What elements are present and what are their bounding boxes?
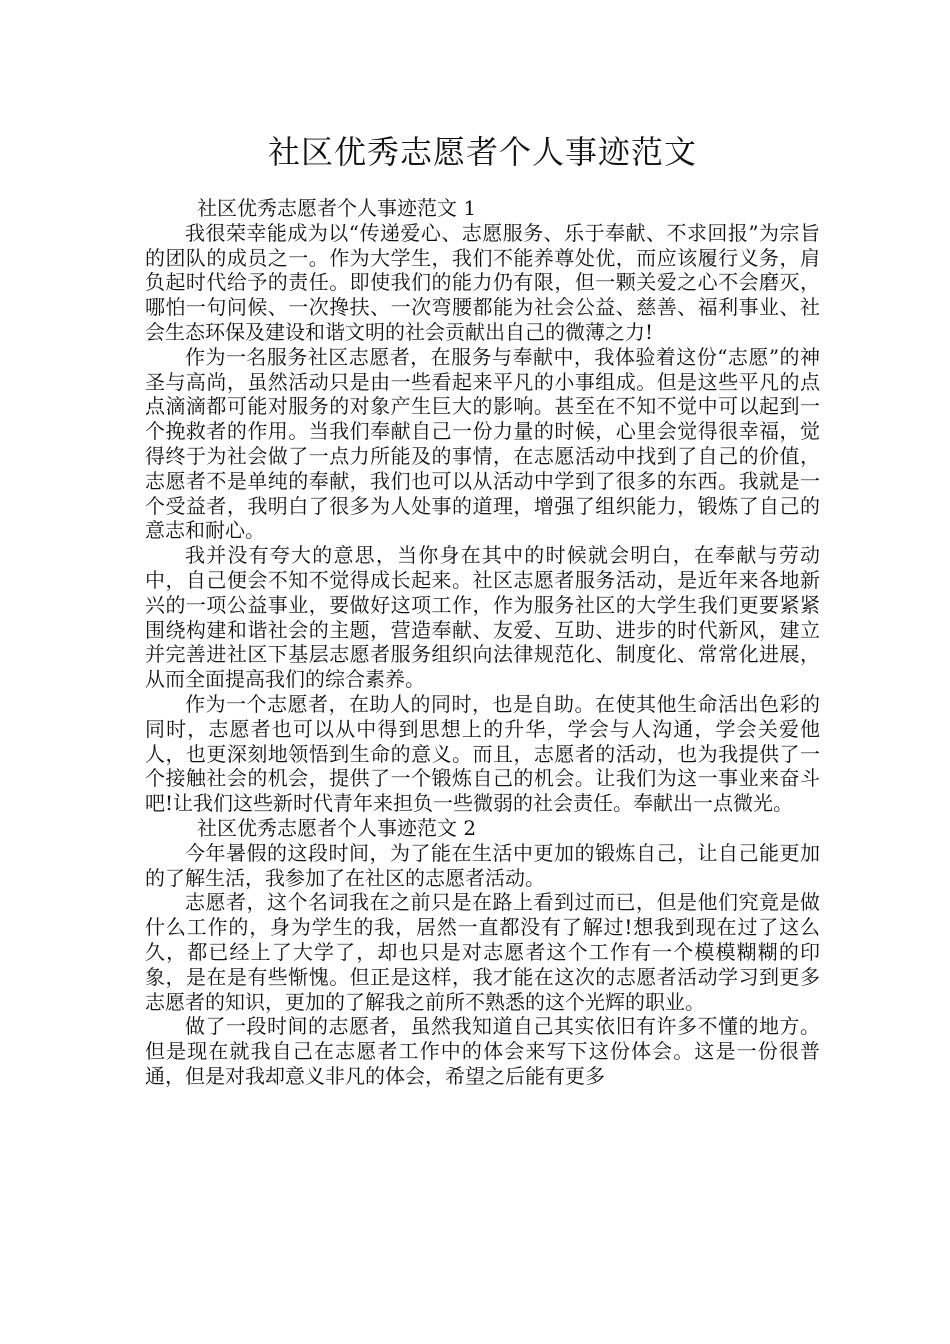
paragraph: 做了一段时间的志愿者，虽然我知道自己其实依旧有许多不懂的地方。但是现在就我自己在志愿者工作中的体会来写下这份体会。这是一份很普通，但是对我却意义非凡的体会，希望之后能有更多 <box>145 1014 820 1088</box>
paragraph: 我并没有夸大的意思，当你身在其中的时候就会明白，在奉献与劳动中，自己便会不知不觉得成长起来。社区志愿者服务活动，是近年来各地新兴的一项公益事业，要做好这项工作，作为服务社区的大学生我们更要紧紧围绕构建和谐社会的主题，营造奉献、友爱、互助、进步的时代新风，建立并完善进社区下基层志愿者服务组织向法律规范化、制度化、常常化进展，从而全面提高我们的综合素养。 <box>145 543 820 692</box>
document-title: 社区优秀志愿者个人事迹范文 <box>267 133 697 171</box>
section-heading-2: 社区优秀志愿者个人事迹范文 2 <box>197 815 477 840</box>
paragraph: 我很荣幸能成为以“传递爱心、志愿服务、乐于奉献、不求回报”为宗旨的团队的成员之一。作为大学生，我们不能养尊处优，而应该履行义务，肩负起时代给予的责任。即使我们的能力仍有限，但一颗关爱之心不会磨灭，哪怕一句问候、一次搀扶、一次弯腰都能为社会公益、慈善、福利事业、社会生态环保及建设和谐文明的社会贡献出自己的微薄之力! <box>145 220 820 344</box>
section-heading-1: 社区优秀志愿者个人事迹范文 1 <box>197 196 477 220</box>
document-page <box>145 128 820 1089</box>
paragraph: 作为一个志愿者，在助人的同时，也是自助。在使其他生命活出色彩的同时，志愿者也可以从中得到思想上的升华，学会与人沟通，学会关爱他人，也更深刻地领悟到生命的意义。而且，志愿者的活动，也为我提供了一个接触社会的机会，提供了一个锻炼自己的机会。让我们为这一事业来奋斗吧!让我们这些新时代青年来担负一些微弱的社会责任。奉献出一点微光。 <box>145 691 820 816</box>
paragraph: 作为一名服务社区志愿者，在服务与奉献中，我体验着这份“志愿”的神圣与高尚，虽然活动只是由一些看起来平凡的小事组成。但是这些平凡的点点滴滴都可能对服务的对象产生巨大的影响。甚至在不知不觉中可以起到一个挽救者的作用。当我们奉献自己一份力量的时候，心里会觉得很幸福，觉得终于为社会做了一点力所能及的事情，在志愿活动中找到了自己的价值，志愿者不是单纯的奉献，我们也可以从活动中学到了很多的东西。我就是一个受益者，我明白了很多为人处事的道理，增强了组织能力，锻炼了自己的意志和耐心。 <box>145 344 820 543</box>
paragraph: 志愿者，这个名词我在之前只是在路上看到过而已，但是他们究竟是做什么工作的，身为学生的我，居然一直都没有了解过!想我到现在过了这么久，都已经上了大学了，却也只是对志愿者这个工作有一个模模糊糊的印象，是在是有些惭愧。但正是这样，我才能在这次的志愿者活动学习到更多志愿者的知识，更加的了解我之前所不熟悉的这个光辉的职业。 <box>145 890 820 1014</box>
paragraph: 今年暑假的这段时间，为了能在生活中更加的锻炼自己，让自己能更加的了解生活，我参加了在社区的志愿者活动。 <box>145 840 820 890</box>
